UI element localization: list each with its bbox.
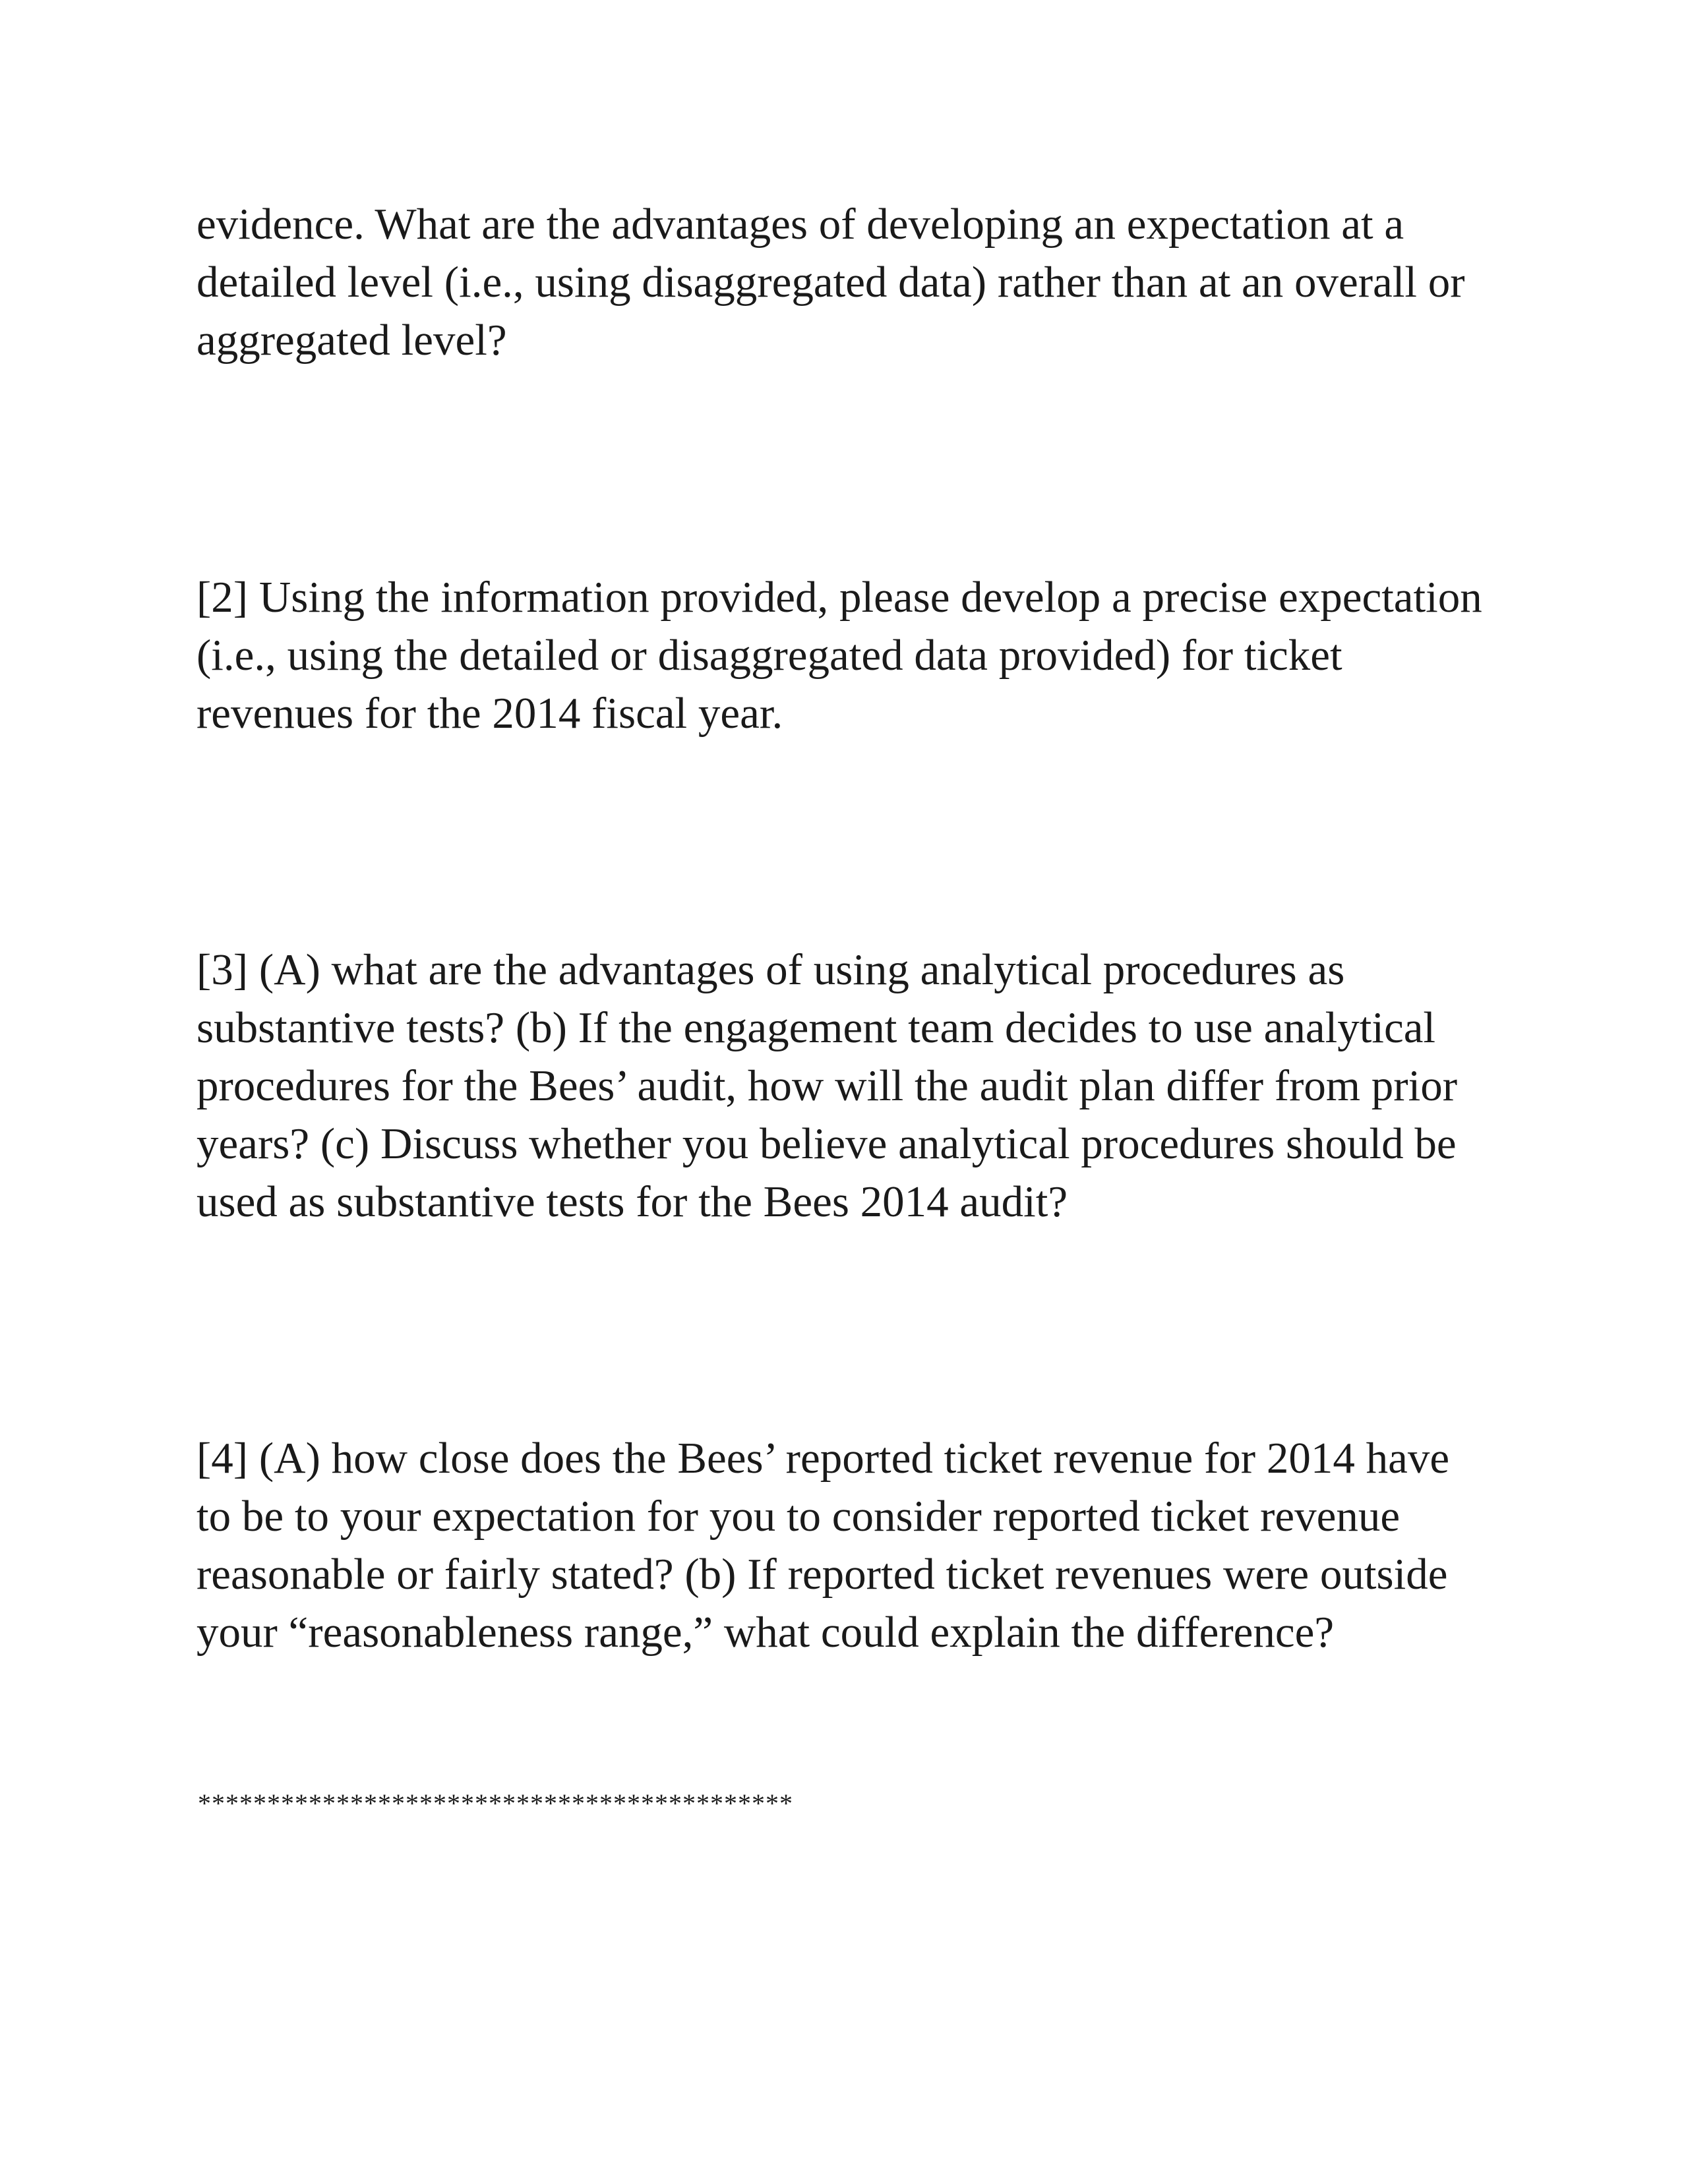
text-line: reasonable or fairly stated? (b) If reported ticket revenues were outside <box>196 1550 1448 1599</box>
text-line: procedures for the Bees’ audit, how will the audit plan differ from prior <box>196 1061 1458 1110</box>
text-line: [3] (A) what are the advantages of using analytical procedures as <box>196 945 1345 994</box>
text-line: [2] Using the information provided, please develop a precise expectation <box>196 573 1482 622</box>
text-line: aggregated level? <box>196 316 507 365</box>
text-line: years? (c) Discuss whether you believe analytical procedures should be <box>196 1119 1457 1168</box>
question-4-paragraph <box>196 1429 1449 1661</box>
text-line: used as substantive tests for the Bees 2014 audit? <box>196 1177 1068 1226</box>
question-2-paragraph <box>196 568 1482 742</box>
text-line: substantive tests? (b) If the engagement team decides to use analytical <box>196 1003 1436 1052</box>
intro-paragraph <box>196 195 1465 369</box>
text-line: revenues for the 2014 fiscal year. <box>196 689 783 738</box>
text-line: your “reasonableness range,” what could explain the difference? <box>196 1608 1335 1657</box>
asterisk-separator: ******************************************* <box>198 1788 793 1818</box>
text-line: [4] (A) how close does the Bees’ reported ticket revenue for 2014 have <box>196 1434 1450 1483</box>
text-line: to be to your expectation for you to consider reported ticket revenue <box>196 1492 1401 1541</box>
text-line: (i.e., using the detailed or disaggregated data provided) for ticket <box>196 631 1342 680</box>
text-line: detailed level (i.e., using disaggregated data) rather than at an overall or <box>196 258 1465 307</box>
question-3-paragraph <box>196 941 1457 1231</box>
text-line: evidence. What are the advantages of developing an expectation at a <box>196 200 1404 249</box>
